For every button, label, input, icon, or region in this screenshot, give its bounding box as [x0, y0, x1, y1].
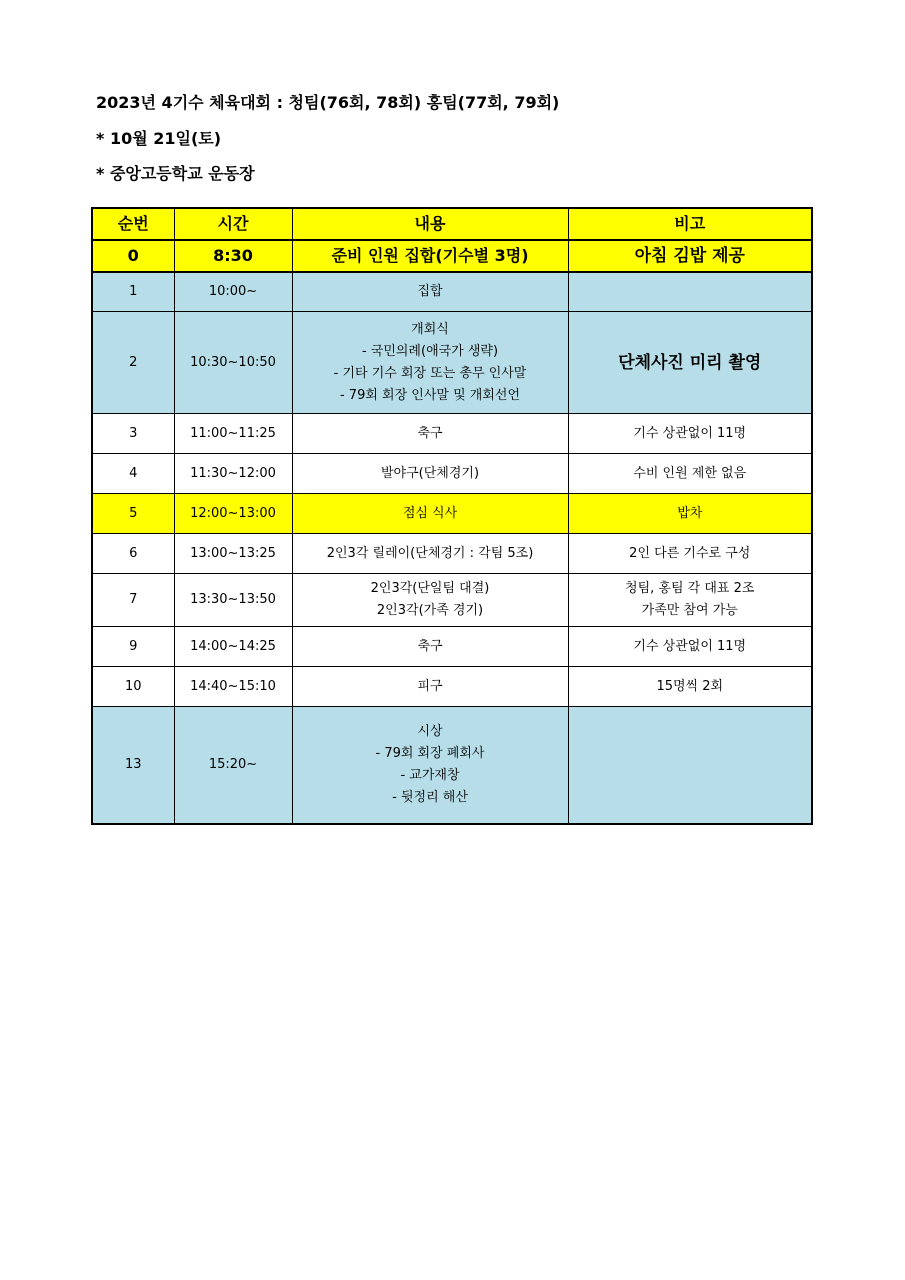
row-note [568, 707, 812, 825]
content-line: - 79회 회장 인사말 및 개회선언 [339, 387, 521, 403]
note-line: 아침 김밥 제공 [634, 246, 745, 266]
note-line: 단체사진 미리 촬영 [618, 352, 762, 373]
row-content [292, 574, 568, 627]
event-title: 2023년 4기수 체육대회 : 청팀(76회, 78회) 홍팀(77회, 79회) [96, 93, 560, 112]
row-content [292, 627, 568, 667]
row-content [292, 240, 568, 272]
row-no: 6 [92, 534, 174, 574]
content-line: 시상 [417, 724, 443, 739]
note-line: 청팀, 홍팀 각 대표 2조 [625, 581, 755, 596]
header-content: 내용 [292, 208, 568, 240]
row-no: 10 [92, 667, 174, 707]
row-time: 10:00~ [174, 272, 292, 312]
content-line: 점심 식사 [402, 505, 458, 521]
row-content [292, 454, 568, 494]
row-time: 10:30~10:50 [174, 312, 292, 414]
table-row [92, 707, 812, 825]
content-line: 발야구(단체경기) [380, 465, 480, 481]
row-note [568, 667, 812, 707]
row-note [568, 494, 812, 534]
table-row [92, 312, 812, 414]
row-no: 13 [92, 707, 174, 825]
row-time: 11:30~12:00 [174, 454, 292, 494]
row-content [292, 494, 568, 534]
row-time: 13:30~13:50 [174, 574, 292, 627]
row-time: 14:40~15:10 [174, 667, 292, 707]
table-row [92, 627, 812, 667]
note-line: 기수 상관없이 11명 [633, 425, 747, 441]
row-note [568, 627, 812, 667]
event-date: * 10월 21일(토) [96, 129, 222, 148]
content-line: 2인3각(단일팀 대결) [370, 581, 490, 596]
schedule-table [91, 207, 813, 825]
content-line: 2인3각(가족 경기) [376, 603, 484, 618]
row-time: 15:20~ [174, 707, 292, 825]
row-no: 0 [92, 240, 174, 272]
row-time: 11:00~11:25 [174, 414, 292, 454]
header-no: 순번 [92, 208, 174, 240]
row-no: 9 [92, 627, 174, 667]
row-time: 13:00~13:25 [174, 534, 292, 574]
row-content [292, 667, 568, 707]
row-note [568, 574, 812, 627]
note-line: 15명씩 2회 [656, 678, 724, 694]
content-line: - 79회 회장 폐회사 [375, 746, 485, 761]
table-row [92, 454, 812, 494]
content-line: - 뒷정리 해산 [392, 790, 468, 805]
table-row [92, 574, 812, 627]
note-line: 기수 상관없이 11명 [633, 638, 747, 654]
content-line: 준비 인원 집합(기수별 3명) [331, 246, 529, 265]
row-no: 2 [92, 312, 174, 414]
row-time: 12:00~13:00 [174, 494, 292, 534]
row-note [568, 272, 812, 312]
row-no: 4 [92, 454, 174, 494]
table-row [92, 667, 812, 707]
table-row [92, 414, 812, 454]
content-line: 축구 [417, 425, 443, 441]
content-line: 집합 [417, 284, 443, 299]
table-row [92, 240, 812, 272]
event-location: * 중앙고등학교 운동장 [96, 164, 255, 183]
row-content [292, 707, 568, 825]
row-content [292, 534, 568, 574]
row-time: 14:00~14:25 [174, 627, 292, 667]
table-header-row [92, 208, 812, 240]
row-note [568, 534, 812, 574]
row-content [292, 414, 568, 454]
row-note [568, 240, 812, 272]
note-line: 수비 인원 제한 없음 [633, 465, 747, 481]
content-line: - 교가재창 [400, 768, 460, 783]
content-line: - 국민의례(애국가 생략) [361, 343, 499, 359]
row-content [292, 272, 568, 312]
note-line: 밥차 [677, 505, 703, 521]
header-time: 시간 [174, 208, 292, 240]
table-row [92, 272, 812, 312]
row-note [568, 454, 812, 494]
note-line: 2인 다른 기수로 구성 [629, 545, 751, 561]
table-row [92, 494, 812, 534]
row-no: 1 [92, 272, 174, 312]
row-no: 5 [92, 494, 174, 534]
row-note [568, 312, 812, 414]
content-line: 개회식 [411, 321, 449, 337]
row-no: 7 [92, 574, 174, 627]
row-no: 3 [92, 414, 174, 454]
row-time: 8:30 [174, 240, 292, 272]
row-content [292, 312, 568, 414]
content-line: - 기타 기수 회장 또는 총무 인사말 [333, 365, 527, 381]
content-line: 축구 [417, 638, 443, 654]
row-note [568, 414, 812, 454]
content-line: 피구 [417, 678, 443, 694]
header-note: 비고 [568, 208, 812, 240]
content-line: 2인3각 릴레이(단체경기 : 각팀 5조) [326, 545, 534, 561]
table-row [92, 534, 812, 574]
note-line: 가족만 참여 가능 [641, 603, 738, 618]
